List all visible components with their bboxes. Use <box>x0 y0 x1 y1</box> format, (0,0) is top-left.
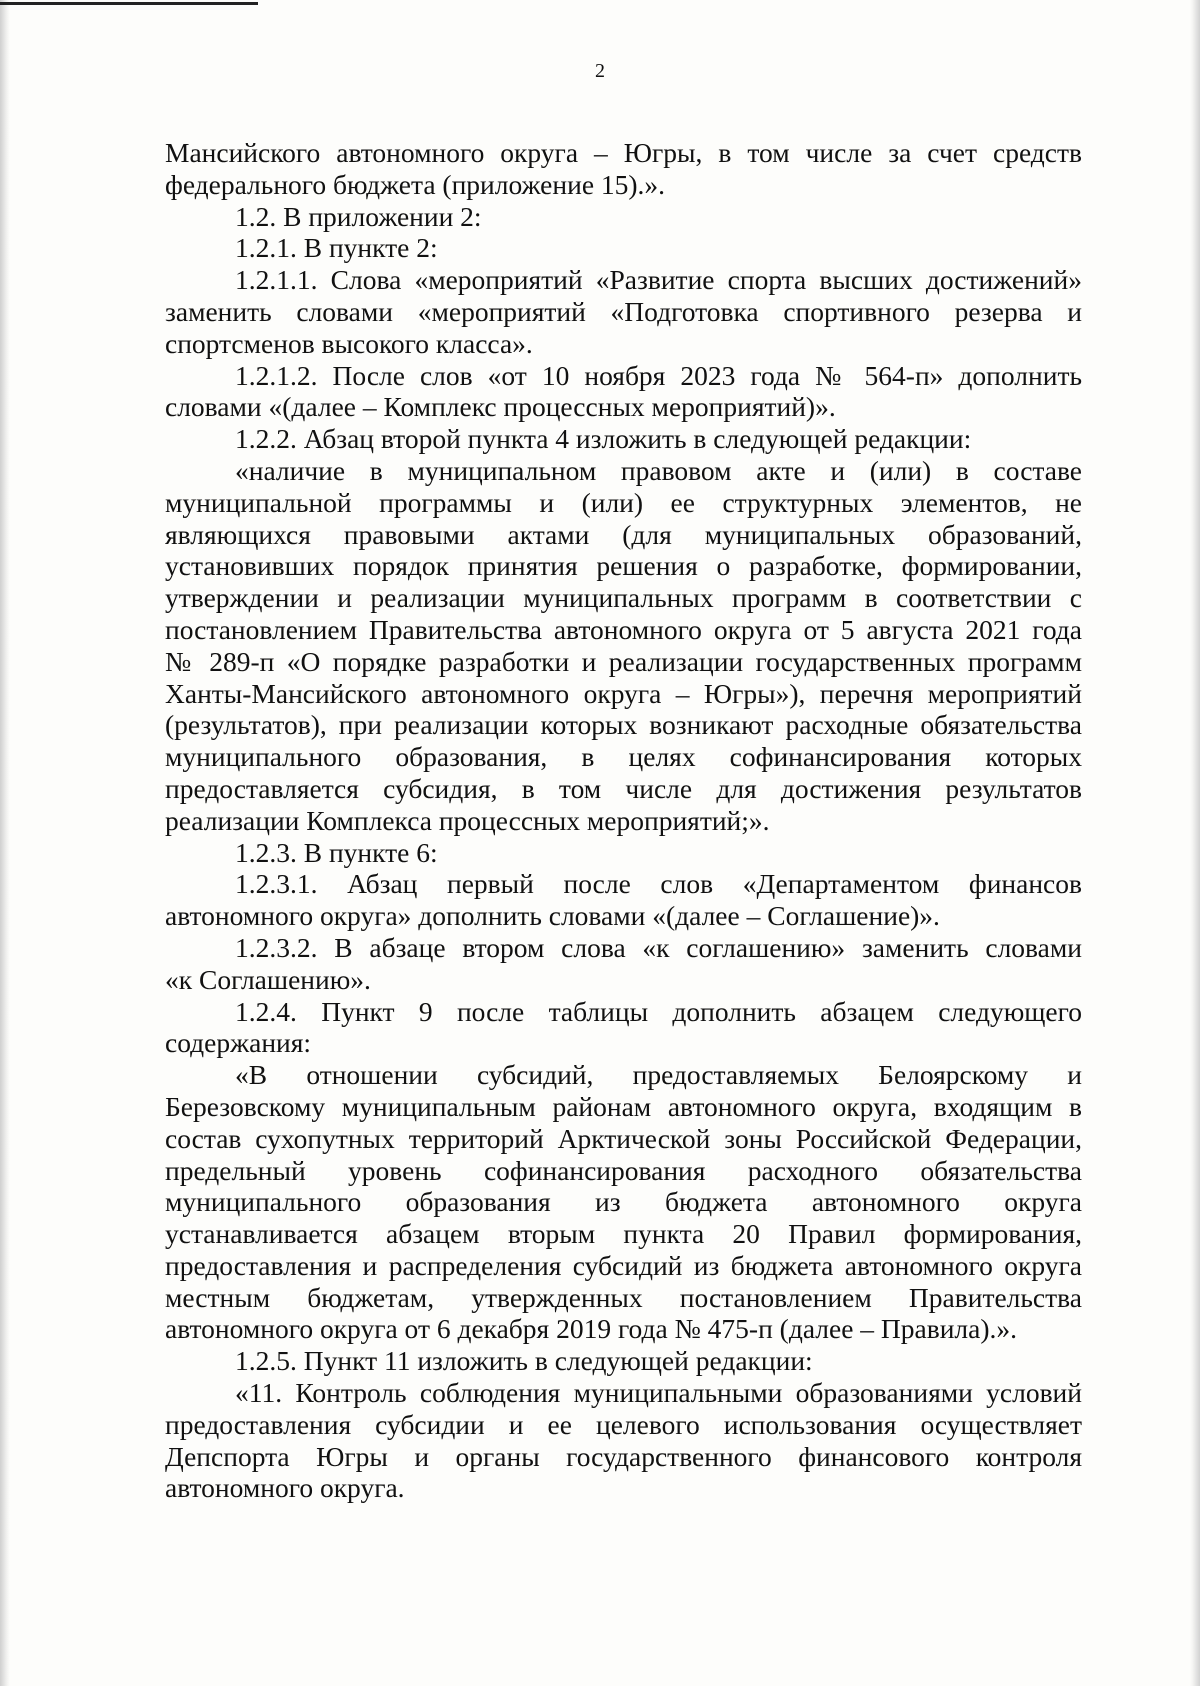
text-line: содержания: <box>165 1027 312 1059</box>
text-line: установивших порядок принятия решения о разработке, формировании, <box>165 550 1082 582</box>
text-line: 1.2.3. В пункте 6: <box>235 836 438 868</box>
text-line: предоставляется субсидия, в том числе для достижения результатов <box>165 772 1082 804</box>
text-line: устанавливается абзацем вторым пункта 20 Правил формирования, <box>165 1218 1082 1250</box>
text-line: автономного округа. <box>165 1472 405 1504</box>
text-line: предельный уровень софинансирования расходного обязательства <box>165 1154 1082 1186</box>
text-line: реализации Комплекса процессных мероприятий;». <box>165 804 770 836</box>
text-line: спортсменов высокого класса». <box>165 327 533 359</box>
text-line: являющихся правовыми актами (для муниципальных образований, <box>165 518 1082 550</box>
text-line: автономного округа от 6 декабря 2019 года № 475-п (далее – Правила).». <box>165 1313 1018 1345</box>
text-line: (результатов), при реализации которых возникают расходные обязательства <box>165 709 1082 741</box>
text-line: № 289-п «О порядке разработки и реализации государственных программ <box>165 645 1082 677</box>
text-line: состав сухопутных территорий Арктической зоны Российской Федерации, <box>165 1122 1082 1154</box>
text-line: «11. Контроль соблюдения муниципальными образованиями условий <box>235 1377 1082 1409</box>
text-line: постановлением Правительства автономного округа от 5 августа 2021 года <box>165 613 1082 645</box>
text-line: 1.2.4. Пункт 9 после таблицы дополнить абзацем следующего <box>235 995 1082 1027</box>
text-line: Березовскому муниципальным районам автономного округа, входящим в <box>165 1090 1082 1122</box>
page-number: 2 <box>595 60 605 82</box>
text-line: 1.2.1. В пункте 2: <box>235 232 438 264</box>
text-line: предоставления субсидии и ее целевого использования осуществляет <box>165 1408 1082 1440</box>
text-line: словами «(далее – Комплекс процессных мероприятий)». <box>165 391 836 423</box>
text-line: муниципального образования, в целях софинансирования которых <box>165 741 1082 773</box>
text-line: 1.2.2. Абзац второй пункта 4 изложить в следующей редакции: <box>235 423 972 455</box>
text-line: 1.2.3.2. В абзаце втором слова «к соглашению» заменить словами <box>235 931 1082 963</box>
text-line: заменить словами «мероприятий «Подготовка спортивного резерва и <box>165 295 1082 327</box>
text-line: «В отношении субсидий, предоставляемых Белоярскому и <box>235 1059 1082 1091</box>
text-line: 1.2. В приложении 2: <box>235 200 482 232</box>
text-line: федерального бюджета (приложение 15).». <box>165 168 666 200</box>
text-line: «к Соглашению». <box>165 963 371 995</box>
document-body <box>165 137 1082 1504</box>
text-line: Ханты-Мансийского автономного округа – Югры»), перечня мероприятий <box>165 677 1082 709</box>
text-line: утверждении и реализации муниципальных программ в соответствии с <box>165 582 1082 614</box>
text-line: местным бюджетам, утвержденных постановлением Правительства <box>165 1281 1082 1313</box>
text-line: Депспорта Югры и органы государственного финансового контроля <box>165 1440 1082 1472</box>
text-line: муниципальной программы и (или) ее структурных элементов, не <box>165 486 1082 518</box>
scan-mark-top <box>0 2 258 5</box>
text-line: 1.2.3.1. Абзац первый после слов «Департаментом финансов <box>235 868 1082 900</box>
text-line: 1.2.1.2. После слов «от 10 ноября 2023 года № 564-п» дополнить <box>235 359 1082 391</box>
text-line: Мансийского автономного округа – Югры, в том числе за счет средств <box>165 137 1082 168</box>
text-line: предоставления и распределения субсидий из бюджета автономного округа <box>165 1249 1082 1281</box>
scan-edge-right <box>1190 0 1200 1686</box>
text-line: муниципального образования из бюджета автономного округа <box>165 1186 1082 1218</box>
text-line: 1.2.1.1. Слова «мероприятий «Развитие спорта высших достижений» <box>235 264 1082 296</box>
text-line: автономного округа» дополнить словами «(далее – Соглашение)». <box>165 900 940 932</box>
text-line: 1.2.5. Пункт 11 изложить в следующей редакции: <box>235 1345 813 1377</box>
text-line: «наличие в муниципальном правовом акте и (или) в составе <box>235 454 1082 486</box>
scan-edge-left <box>0 0 10 1686</box>
